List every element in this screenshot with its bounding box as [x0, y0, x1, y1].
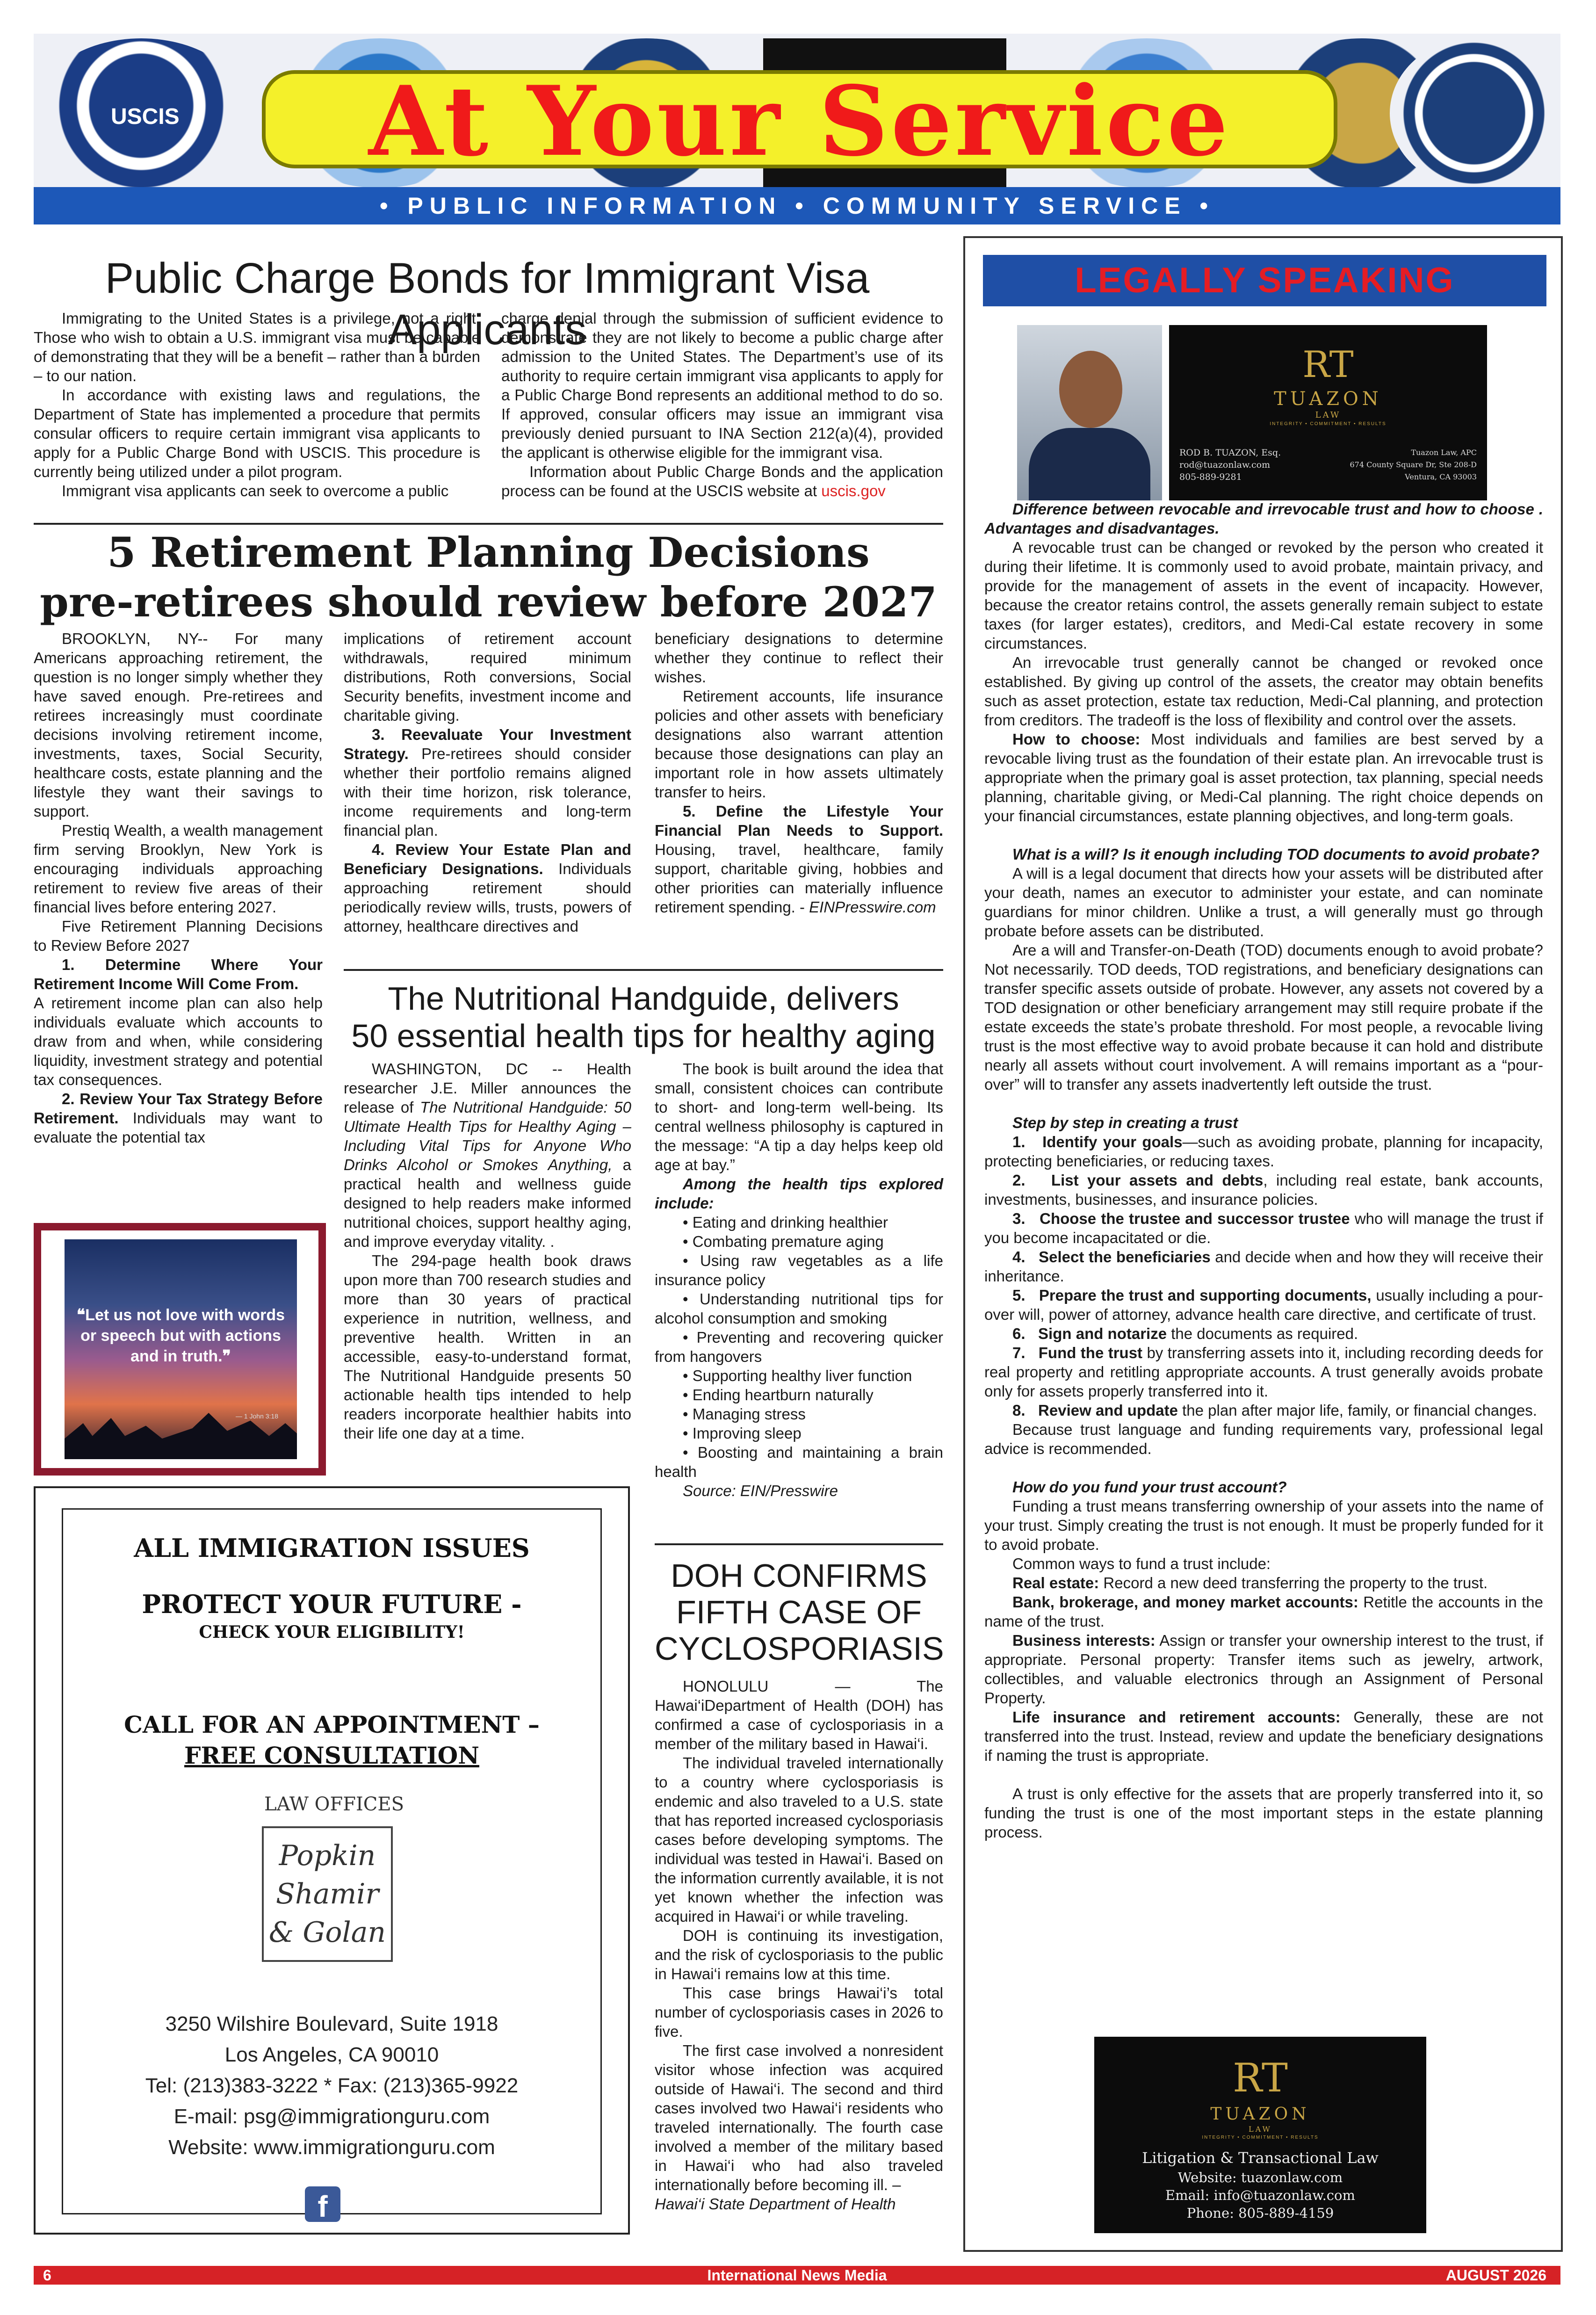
card-right1: Tuazon Law, APC — [1411, 448, 1477, 457]
firm-name-line3: & Golan — [268, 1916, 386, 1949]
firm-name-box — [262, 1826, 393, 1962]
law-offices-label: LAW OFFICES — [264, 1794, 404, 1815]
step-label: Choose the trustee and successor trustee — [1040, 1210, 1350, 1227]
quote-card-image — [65, 1239, 297, 1459]
ad-phone: Tel: (213)383-3222 * Fax: (213)365-9922 — [145, 2074, 519, 2097]
funding-text: Assign or transfer your ownership interest to the trust, if appropriate. Personal property: Transfer items such as jewelry, artwork, collectibles, and valuable electronics through an Assignment of Personal Property. — [984, 1632, 1543, 1707]
card-left2: rod@tuazonlaw.com — [1179, 460, 1271, 470]
article3-para: a practical health and wellness guide designed to help readers make informed nutritional choices, support healthy aging, and improve everyday vitality. . — [344, 1156, 631, 1250]
article2-para: Individuals approaching retirement should periodically review wills, trusts, powers of attorney, healthcare directives and — [344, 860, 631, 935]
tuazon-ad-name: TUAZON — [1210, 2105, 1310, 2124]
card-left3: 805-889-9281 — [1179, 472, 1242, 482]
attorney-face — [1059, 351, 1122, 428]
cbp-seal-icon — [1390, 38, 1558, 188]
article2-heading: 2. Review Your Tax Strategy Before Retirement. — [34, 1090, 323, 1127]
article3-para: WASHINGTON, DC -- Health researcher J.E. Miller announces the release of — [344, 1060, 631, 1116]
article3-para: The 294-page health book draws upon more than 700 research studies and more than 30 years of practical experience in nutrition, wellness, and preventive health. Written in an accessible, easy-to-understand format, The Nutritional Handguide presents 50 actionable health tips intended to help readers incorporate healthier habits into their life one day at a time. — [344, 1252, 631, 1442]
article2-para: Prestiq Wealth, a wealth management firm serving Brooklyn, New York is encouraging individuals approaching retirement to review five areas of their financial lives before entering 2027. — [34, 822, 323, 916]
funding-label: Real estate: — [1012, 1574, 1099, 1592]
article3-heading: Among the health tips explored include: — [655, 1175, 943, 1212]
article2-heading: 4. Review Your Estate Plan and Beneficiary Designations. — [344, 841, 631, 877]
ad-address1: 3250 Wilshire Boulevard, Suite 1918 — [165, 2012, 498, 2035]
ad-headlines — [62, 1532, 602, 1771]
legal-para: An irrevocable trust generally cannot be changed or revoked once established. By giving up control of the assets, the creator may obtain benefits such as asset protection, estate tax reduction, Medi-Cal planning, and protection from creditors. The tradeoff is the loss of flexibility and control over the assets. — [984, 654, 1543, 729]
article2-para: Five Retirement Planning Decisions to Review Before 2027 — [34, 918, 323, 954]
funding-label: Life insurance and retirement accounts: — [1012, 1708, 1341, 1726]
article2-title — [34, 528, 943, 627]
legal-question: Difference between revocable and irrevocable trust and how to choose . Advantages and disadvantages. — [984, 500, 1543, 537]
step-number: 4. — [1012, 1248, 1025, 1266]
article3-title — [344, 980, 943, 1055]
tuazon-ad-tagline: INTEGRITY • COMMITMENT • RESULTS — [1202, 2135, 1319, 2140]
legal-question: How do you fund your trust account? — [1012, 1478, 1287, 1496]
step-label: Identify your goals — [1042, 1133, 1183, 1150]
health-tip: • Preventing and recovering quicker from hangovers — [655, 1329, 943, 1365]
ad-line4: CALL FOR AN APPOINTMENT – — [124, 1711, 540, 1738]
article2-para: Individuals may want to evaluate the potential tax — [34, 1109, 323, 1146]
ad-line1: ALL IMMIGRATION ISSUES — [134, 1533, 530, 1563]
legal-para: A will is a legal document that directs how your assets will be distributed after your death, names an executor to administer your estate, and can nominate guardians for minor children. Unlike a trust, a will generally must go through probate before assets can be distributed. — [984, 865, 1543, 940]
step-text: by transferring assets into it, including recording deeds for real property and retitling appropriate accounts. A trust generally avoids probate only for assets properly transferred into it. — [984, 1344, 1543, 1400]
article4-source: Hawai‘i State Department of Health — [655, 2195, 896, 2213]
legal-label: How to choose: — [1012, 731, 1141, 748]
health-tip: • Improving sleep — [683, 1425, 802, 1442]
ad-website[interactable]: Website: www.immigrationguru.com — [168, 2136, 495, 2159]
health-tip: • Supporting healthy liver function — [683, 1367, 912, 1384]
article2-col3 — [655, 629, 943, 917]
article2-col2 — [344, 629, 631, 936]
article2-para: BROOKLYN, NY-- For many Americans approaching retirement, the question is no longer simply whether they have saved enough. Pre-retirees and retirees increasingly must coordinate decisions involving retirement income, investments, taxes, Social Security, healthcare costs, estate planning and the lifestyle they want their savings to support. — [34, 630, 323, 820]
card-right3: Ventura, CA 93003 — [1405, 472, 1477, 481]
step-number: 6. — [1012, 1325, 1025, 1342]
health-tip: • Eating and drinking healthier — [683, 1214, 888, 1231]
health-tip: • Understanding nutritional tips for alcohol consumption and smoking — [655, 1290, 943, 1327]
article1-col2 — [501, 309, 943, 500]
masthead-title: At Your Service — [262, 70, 1337, 168]
step-number: 5. — [1012, 1287, 1025, 1304]
step-label: Sign and notarize — [1038, 1325, 1167, 1342]
article2-para: beneficiary designations to determine whether they continue to reflect their wishes. — [655, 630, 943, 686]
tuazon-ad-line1: Litigation & Transactional Law — [1142, 2149, 1379, 2167]
article2-heading: 1. Determine Where Your Retirement Income Will Come From. — [34, 956, 323, 992]
article4-para: DOH is continuing its investigation, and the risk of cyclosporiasis to the public in Hawai‘i remains low at this time. — [655, 1927, 943, 1982]
article2-source: EINPresswire.com — [809, 898, 936, 916]
health-tip: • Using raw vegetables as a life insurance policy — [655, 1252, 943, 1288]
divider — [344, 969, 943, 971]
ad-contact — [62, 2009, 602, 2163]
step-label: List your assets and debts — [1051, 1172, 1264, 1189]
health-tip: • Boosting and maintaining a brain health — [655, 1444, 943, 1480]
article2-para: Pre-retirees should consider whether their portfolio remains aligned with their time horizon, risk tolerance, income requirements and long-term financial plan. — [344, 745, 632, 839]
article1-para: charge denial through the submission of sufficient evidence to demonstrate they are not likely to become a public charge after admission to the United States. The Department’s use of its authority to require certain immigrant visa applicants to apply for a Public Charge Bond represents an additional method to do so. If approved, consular officers may issue an immigrant visa previously denied pursuant to INA Section 212(a)(4), provided the applicant is otherwise eligible for the immigrant visa. — [501, 310, 943, 461]
legal-para: Common ways to fund a trust include: — [1012, 1555, 1271, 1572]
attorney-photo — [1017, 325, 1162, 500]
article3-title-line1: The Nutritional Handguide, delivers — [388, 980, 899, 1017]
article3-title-line2: 50 essential health tips for healthy aging — [351, 1018, 936, 1054]
article4-para: This case brings Hawai‘i’s total number of cyclosporiasis cases in 2026 to five. — [655, 1984, 943, 2040]
step-label: Review and update — [1038, 1402, 1178, 1419]
article2-col1 — [34, 629, 323, 1147]
step-text: —such as avoiding probate, planning for incapacity, protecting beneficiaries, or reducing taxes. — [984, 1133, 1543, 1170]
quote-reference: — 1 John 3:18 — [235, 1412, 278, 1420]
divider — [34, 523, 943, 525]
card-right2: 674 County Square Dr, Ste 208-D — [1350, 460, 1477, 469]
legal-question: Step by step in creating a trust — [1012, 1114, 1238, 1131]
step-text: , including real estate, bank accounts, investments, businesses, and insurance policies. — [984, 1172, 1543, 1208]
article4-title — [655, 1557, 943, 1667]
article3-col2 — [655, 1059, 943, 1500]
step-number: 8. — [1012, 1402, 1025, 1419]
firm-name-line2: Shamir — [275, 1878, 379, 1910]
facebook-icon[interactable]: f — [305, 2186, 340, 2222]
tuazon-ad-monogram: RT — [1233, 2055, 1288, 2101]
legal-para: A revocable trust can be changed or revoked by the person who created it during their lifetime. It is commonly used to avoid probate, maintain privacy, and provide for the management of assets in the event of incapacity. However, because the creator retains control, the assets generally remain subject to estate taxes (for larger estates), creditors, and Medi-Cal estate recovery in some circumstances. — [984, 539, 1543, 652]
ad-address2: Los Angeles, CA 90010 — [224, 2043, 439, 2066]
card-law: LAW — [1315, 410, 1341, 420]
legal-para: Because trust language and funding requirements vary, professional legal advice is recommended. — [984, 1421, 1543, 1457]
funding-text: Retitle the accounts in the name of the trust. — [984, 1593, 1543, 1630]
health-tip: • Combating premature aging — [683, 1233, 884, 1250]
step-text: the documents as required. — [1167, 1325, 1358, 1342]
legal-para: A trust is only effective for the assets that are properly transferred into it, so funding the trust is one of the most important steps in the estate planning process. — [984, 1785, 1543, 1841]
article4-title-line2: FIFTH CASE OF — [676, 1594, 922, 1630]
article4-para: The individual traveled internationally to a country where cyclosporiasis is endemic and also traveled to a U.S. state that has reported increased cyclosporiasis cases before developing symptoms. The individual was tested in Hawai‘i. Based on the information currently available, it is not yet known whether the infection was acquired in Hawai‘i or while traveling. — [655, 1754, 943, 1925]
health-tip: • Ending heartburn naturally — [683, 1386, 874, 1403]
step-number: 7. — [1012, 1344, 1025, 1361]
card-left-info — [1179, 447, 1281, 483]
issue-date: AUGUST 2026 — [1445, 2267, 1546, 2284]
funding-label: Business interests: — [1012, 1632, 1155, 1649]
article2-title-line2: pre-retirees should review before 2027 — [40, 578, 937, 626]
card-firm-name: TUAZON — [1274, 388, 1382, 410]
funding-label: Bank, brokerage, and money market accounts: — [1012, 1593, 1358, 1611]
funding-text: Generally, these are not transferred into the trust. Instead, review and update the beneficiary designations if naming the trust is appropriate. — [984, 1708, 1543, 1764]
article1-para: Immigrating to the United States is a privilege, not a right. Those who wish to obtain a U.S. immigrant visa must be capable of demonstrating that they will be a benefit – rather than a burden – to our nation. — [34, 310, 480, 384]
seal-label: USCIS — [111, 104, 180, 129]
firm-name-line1: Popkin — [279, 1839, 376, 1872]
article2-heading: 3. Reevaluate Your Investment Strategy. — [344, 726, 631, 762]
step-label: Fund the trust — [1038, 1344, 1143, 1361]
article4-title-line3: CYCLOSPORIASIS — [655, 1630, 944, 1667]
article2-para: implications of retirement account withdrawals, required minimum distributions, Roth conversions, Social Security benefits, investment income and charitable giving. — [344, 630, 631, 724]
step-number: 3. — [1012, 1210, 1025, 1227]
tuazon-ad-line4: Phone: 805-889-4159 — [1186, 2205, 1334, 2221]
tuazon-ad-line3[interactable]: Email: info@tuazonlaw.com — [1165, 2187, 1356, 2203]
legal-question: What is a will? Is it enough including TOD documents to avoid probate? — [1012, 846, 1539, 863]
tuazon-business-card — [1169, 325, 1487, 500]
article1-title: Public Charge Bonds for Immigrant Visa Applicants — [105, 254, 870, 354]
article4-body — [655, 1677, 943, 2214]
ad-line5: FREE CONSULTATION — [184, 1742, 479, 1769]
article2-para: Housing, travel, healthcare, family support, charitable giving, hobbies and other priorities can materially influence retirement spending. - — [655, 841, 943, 916]
article3-source: Source: EIN/Presswire — [683, 1482, 838, 1499]
card-right-info — [1350, 447, 1477, 483]
tuazon-ad-law: LAW — [1249, 2125, 1272, 2134]
legal-para: Funding a trust means transferring ownership of your assets into the name of your trust. Simply creating the trust is not enough. It must be properly funded for it to avoid probate. — [984, 1498, 1543, 1553]
article1-para: Immigrant visa applicants can seek to overcome a public — [62, 482, 449, 499]
tuazon-ad — [1094, 2037, 1426, 2233]
card-tagline: INTEGRITY • COMMITMENT • RESULTS — [1270, 421, 1387, 427]
step-label: Select the beneficiaries — [1039, 1248, 1211, 1266]
quote-text: ❝Let us not love with words or speech but with actions and in truth.❞ — [76, 1306, 285, 1365]
footer-bar — [34, 2266, 1560, 2285]
step-text: who will manage the trust if you become incapacitated or die. — [984, 1210, 1543, 1246]
legally-speaking-header: LEGALLY SPEAKING — [983, 255, 1546, 306]
tuazon-ad-info — [1094, 2149, 1426, 2222]
step-number: 2. — [1012, 1172, 1025, 1189]
article3-para: The book is built around the idea that small, consistent choices can contribute to short- and long-term well-being. Its central wellness philosophy is captured in the message: “A tip a day helps keep old age at bay.” — [655, 1060, 943, 1173]
article1-col1 — [34, 309, 480, 500]
ad-email[interactable]: E-mail: psg@immigrationguru.com — [173, 2105, 490, 2128]
article1-para: Information about Public Charge Bonds and the application process can be found at the USCIS website at — [501, 463, 943, 499]
card-left1: ROD B. TUAZON, Esq. — [1179, 448, 1281, 458]
book-title: The Nutritional Handguide: 50 Ultimate Health Tips for Healthy Aging – Including Vital Tips for Anyone Who Drinks Alcohol or Smokes Anything, — [344, 1099, 631, 1173]
card-monogram: RT — [1302, 344, 1354, 386]
legal-para: Most individuals and families are best served by a revocable living trust as the foundation of their estate plan. An irrevocable trust is appropriate when the primary goal is asset protection, tax planning, special needs planning, charitable giving, or Medi-Cal planning. The right choice depends on your financial circumstances, estate planning objectives, and long-term goals. — [984, 731, 1543, 825]
article2-heading: 5. Define the Lifestyle Your Financial Plan Needs to Support. — [655, 803, 943, 839]
attorney-suit — [1029, 428, 1150, 500]
step-text: usually including a pour-over will, power of attorney, advance health care directive, and certificate of trust. — [984, 1287, 1543, 1323]
page-number: 6 — [43, 2267, 51, 2284]
ad-line3: CHECK YOUR ELIGIBILITY! — [199, 1622, 465, 1642]
ad-line2: PROTECT YOUR FUTURE - — [142, 1589, 522, 1619]
health-tip: • Managing stress — [683, 1405, 806, 1423]
divider — [655, 1543, 943, 1545]
tuazon-ad-line2[interactable]: Website: tuazonlaw.com — [1177, 2170, 1343, 2185]
article4-para: The first case involved a nonresident visitor whose infection was acquired outside of Hawai‘i. The second and third cases involved two Hawai‘i residents who traveled internationally. The fourth case involved a member of the military based in Hawai‘i who had also traveled internationally before becoming ill. – — [655, 2042, 943, 2193]
legal-body — [984, 499, 1543, 1842]
publication-name: International News Media — [707, 2267, 887, 2284]
article2-title-line1: 5 Retirement Planning Decisions — [107, 528, 870, 577]
funding-text: Record a new deed transferring the property to the trust. — [1099, 1574, 1488, 1592]
article4-para: HONOLULU — The Hawai‘iDepartment of Health (DOH) has confirmed a case of cyclosporiasis in a member of the military based in Hawai‘i. — [655, 1678, 943, 1752]
public-info-bar: • PUBLIC INFORMATION • COMMUNITY SERVICE • — [34, 187, 1560, 224]
article1-para: In accordance with existing laws and regulations, the Department of State has implemented a procedure that permits consular officers to require certain immigrant visa applicants to apply for a Public Charge Bond with USCIS. This procedure is currently being utilized under a pilot program. — [34, 386, 480, 480]
step-label: Prepare the trust and supporting documents, — [1039, 1287, 1372, 1304]
step-text: the plan after major life, family, or financial changes. — [1177, 1402, 1537, 1419]
article2-para: Retirement accounts, life insurance policies and other assets with beneficiary designations also warrant attention because those designations can play an important role in how assets ultimately transfer to heirs. — [655, 687, 943, 801]
step-number: 1. — [1012, 1133, 1025, 1150]
article2-para: A retirement income plan can also help individuals evaluate which accounts to draw from and when, while considering liquidity, investment strategy and potential tax consequences. — [34, 994, 323, 1088]
uscis-link[interactable]: uscis.gov — [821, 482, 886, 499]
step-text: and decide when and how they will receive their inheritance. — [984, 1248, 1543, 1285]
article3-col1 — [344, 1059, 631, 1443]
legal-para: Are a will and Transfer-on-Death (TOD) documents enough to avoid probate? Not necessarily. TOD deeds, TOD registrations, and beneficiary designations can transfer specific assets outside of probate. However, any assets not covered by a TOD designation or other beneficiary arrangement may still require probate if the estate exceeds the state’s probate threshold. For most people, a revocable living trust is the most effective way to avoid probate because it can hold and distribute nearly all assets without court involvement. A will remains important as a “pour-over” will to transfer any assets inadvertently left outside the trust. — [984, 941, 1543, 1093]
article4-title-line1: DOH CONFIRMS — [671, 1557, 927, 1594]
